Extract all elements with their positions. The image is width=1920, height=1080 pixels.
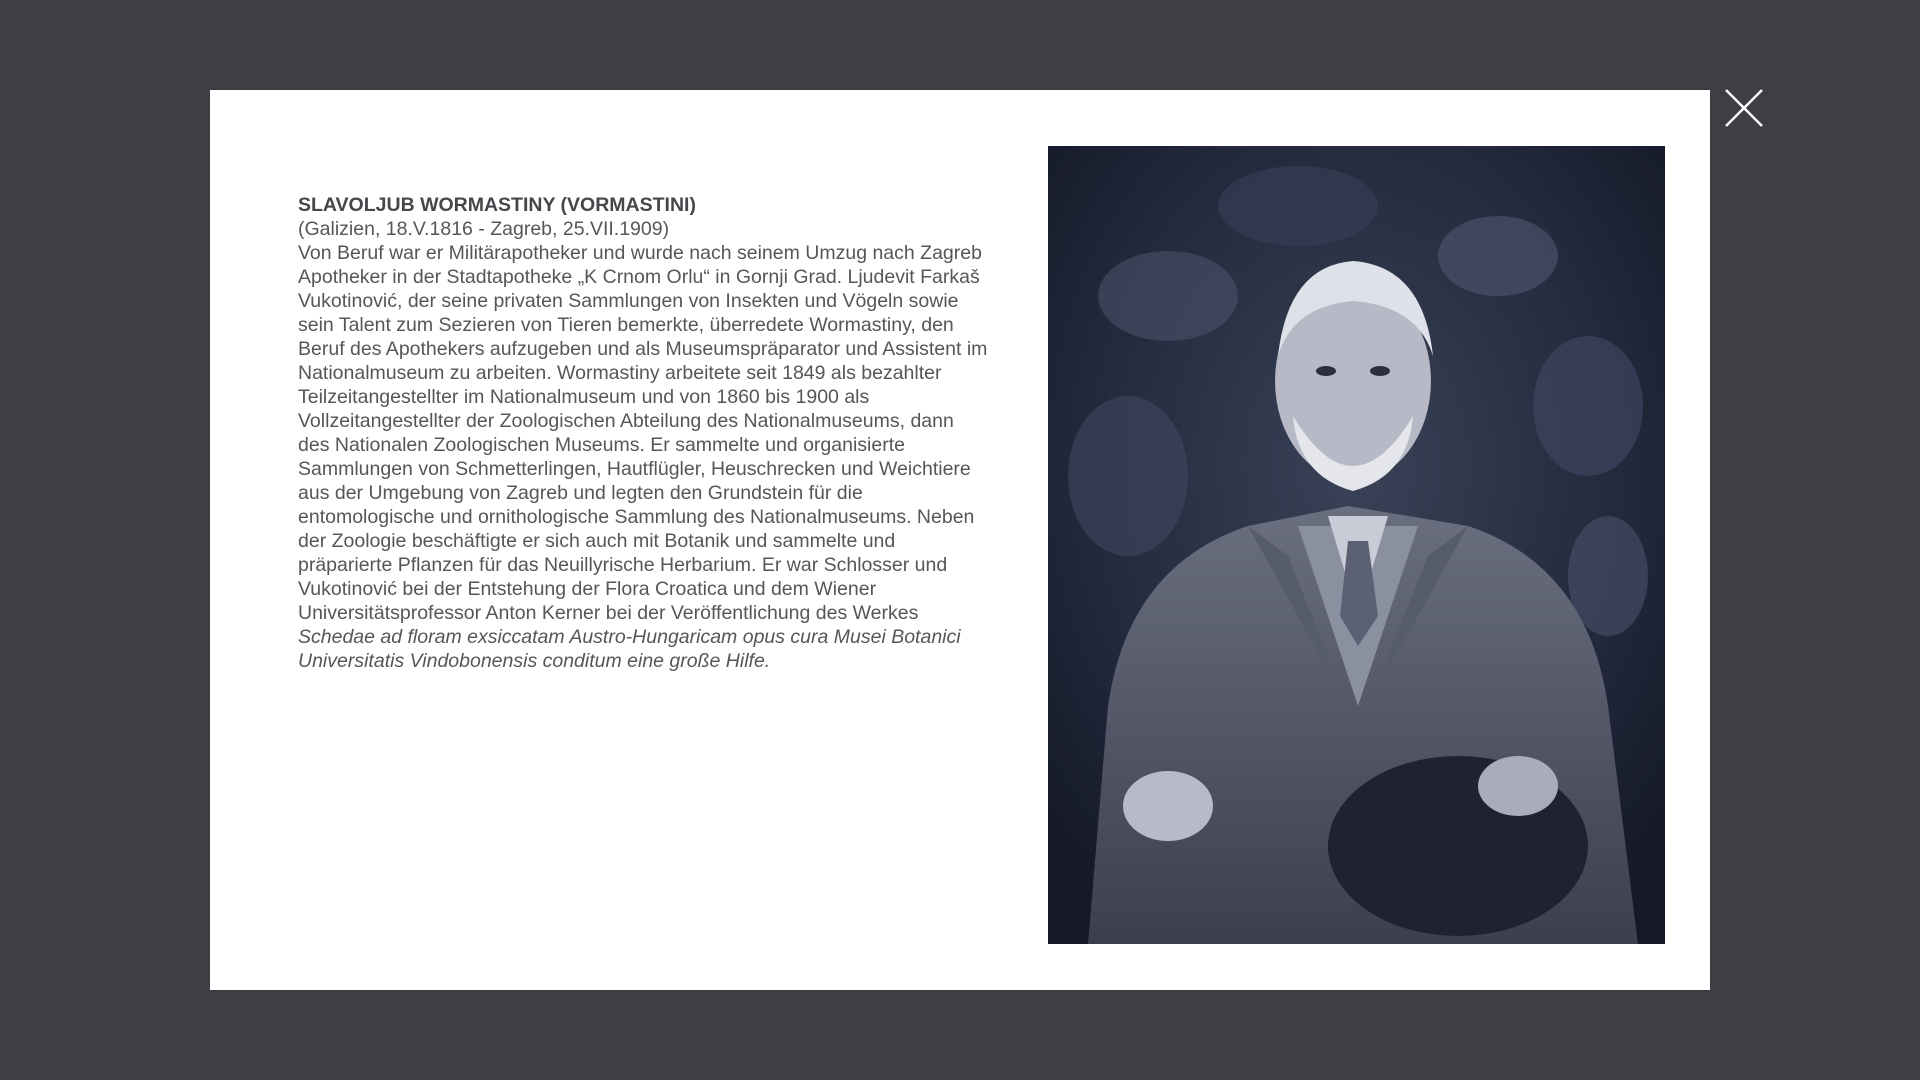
person-dates: (Galizien, 18.V.1816 - Zagreb, 25.VII.1909) xyxy=(298,218,670,240)
work-title: Schedae ad floram exsiccatam Austro-Hungaricam opus cura Musei Botanici Universitatis Vindobonensis conditum eine große Hilfe. xyxy=(298,626,961,672)
close-button[interactable] xyxy=(1724,88,1764,128)
person-name: SLAVOLJUB WORMASTINY (VORMASTINI) xyxy=(298,194,696,216)
close-icon xyxy=(1724,88,1764,128)
modal-dialog xyxy=(210,90,1710,990)
portrait-illustration xyxy=(1048,146,1665,944)
biography-body: Von Beruf war er Militärapotheker und wurde nach seinem Umzug nach Zagreb Apotheker in der Stadtapotheke „K Crnom Orlu“ in Gornji Grad. Ljudevit Farkaš Vukotinović, der seine privaten Sammlungen von Insekten und Vögeln sowie sein Talent zum Sezieren von Tieren bemerkte, überredete Wormastiny, den Beruf des Apothekers aufzugeben und als Museumspräparator und Assistent im Nationalmuseum zu arbeiten. Wormastiny arbeitete seit 1849 als bezahlter Teilzeitangestellter im Nationalmuseum und von 1860 bis 1900 als Vollzeitangestellter der Zoologischen Abteilung des Nationalmuseums, dann des Nationalen Zoologischen Museums. Er sammelte und organisierte Sammlungen von Schmetterlingen, Hautflügler, Heuschrecken und Weichtiere aus der Umgebung von Zagreb und legten den Grundstein für die entomologische und ornithologische Sammlung des Nationalmuseums. Neben der Zoologie beschäftigte er sich auch mit Botanik und sammelte und präparierte Pflanzen für das Neuillyrische Herbarium. Er war Schlosser und Vukotinović bei der Entstehung der Flora Croatica und dem Wiener Universitätsprofessor Anton Kerner bei der Veröffentlichung des Werkes xyxy=(298,242,988,624)
biography-text xyxy=(298,193,988,673)
portrait-photo xyxy=(1048,146,1665,944)
